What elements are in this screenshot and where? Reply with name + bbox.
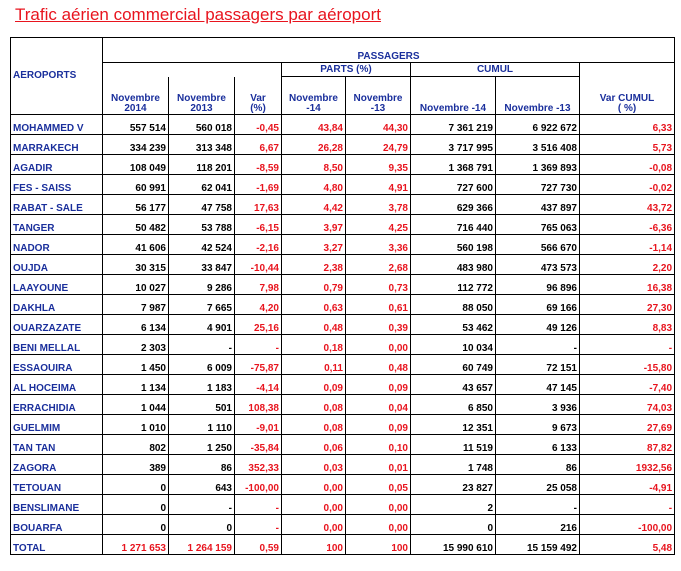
cell-var: -4,14 <box>235 375 282 395</box>
cell-airport: ZAGORA <box>11 455 103 475</box>
cell-n2013: 6 009 <box>169 355 235 375</box>
table-row <box>11 255 675 275</box>
cell-vc: 6,33 <box>580 115 675 135</box>
cell-p13: 0,09 <box>346 415 411 435</box>
table-row <box>11 515 675 535</box>
header-line: Novembre <box>353 93 403 104</box>
cell-n2013: 501 <box>169 395 235 415</box>
cell-n2014: 0 <box>103 475 169 495</box>
cell-c13: 1 369 893 <box>496 155 580 175</box>
cell-c14: 560 198 <box>411 235 496 255</box>
cell-vc: 74,03 <box>580 395 675 415</box>
cell-vc: - <box>580 335 675 355</box>
cell-n2014: 2 303 <box>103 335 169 355</box>
cell-p13: 9,35 <box>346 155 411 175</box>
cell-var: -1,69 <box>235 175 282 195</box>
cell-vc: -100,00 <box>580 515 675 535</box>
cell-p13: 24,79 <box>346 135 411 155</box>
cell-var: -75,87 <box>235 355 282 375</box>
cell-c13: - <box>496 495 580 515</box>
cell-vc: -0,08 <box>580 155 675 175</box>
cell-airport: AGADIR <box>11 155 103 175</box>
cell-p13: 0,48 <box>346 355 411 375</box>
cell-n2014: 6 134 <box>103 315 169 335</box>
cell-n2013: 9 286 <box>169 275 235 295</box>
cell-n2013: 1 264 159 <box>169 535 235 555</box>
cell-vc: -7,40 <box>580 375 675 395</box>
cell-airport: ERRACHIDIA <box>11 395 103 415</box>
header-line: -13 <box>370 103 386 114</box>
cell-p13: 4,91 <box>346 175 411 195</box>
cell-c13: 9 673 <box>496 415 580 435</box>
cell-c14: 88 050 <box>411 295 496 315</box>
header-spacer <box>103 63 235 77</box>
cell-n2013: 47 758 <box>169 195 235 215</box>
cell-p14: 0,18 <box>282 335 346 355</box>
cell-n2013: 313 348 <box>169 135 235 155</box>
cell-p14: 0,00 <box>282 515 346 535</box>
cell-var: 352,33 <box>235 455 282 475</box>
cell-p13: 4,25 <box>346 215 411 235</box>
cell-airport: OUARZAZATE <box>11 315 103 335</box>
cell-airport: MOHAMMED V <box>11 115 103 135</box>
cell-p13: 0,61 <box>346 295 411 315</box>
cell-n2013: 62 041 <box>169 175 235 195</box>
table-row <box>11 315 675 335</box>
cell-var: - <box>235 515 282 535</box>
cell-var: -0,45 <box>235 115 282 135</box>
cell-p13: 0,00 <box>346 515 411 535</box>
cell-n2014: 0 <box>103 495 169 515</box>
cell-n2013: 86 <box>169 455 235 475</box>
table-row <box>11 135 675 155</box>
cell-var: -35,84 <box>235 435 282 455</box>
cell-c14: 15 990 610 <box>411 535 496 555</box>
cell-p14: 26,28 <box>282 135 346 155</box>
cell-var: 7,98 <box>235 275 282 295</box>
cell-c13: 473 573 <box>496 255 580 275</box>
header-parts: PARTS (%) <box>282 63 411 77</box>
cell-n2014: 802 <box>103 435 169 455</box>
cell-n2014: 0 <box>103 515 169 535</box>
cell-airport: GUELMIM <box>11 415 103 435</box>
cell-n2014: 60 991 <box>103 175 169 195</box>
cell-n2013: 1 183 <box>169 375 235 395</box>
table-row <box>11 455 675 475</box>
cell-c13: 72 151 <box>496 355 580 375</box>
cell-n2014: 1 044 <box>103 395 169 415</box>
cell-p14: 0,79 <box>282 275 346 295</box>
cell-vc: -4,91 <box>580 475 675 495</box>
cell-airport: DAKHLA <box>11 295 103 315</box>
header-passagers: PASSAGERS <box>103 38 675 63</box>
cell-c14: 12 351 <box>411 415 496 435</box>
cell-p14: 0,09 <box>282 375 346 395</box>
cell-c13: 47 145 <box>496 375 580 395</box>
cell-p13: 3,36 <box>346 235 411 255</box>
cell-c14: 3 717 995 <box>411 135 496 155</box>
cell-c13: 3 936 <box>496 395 580 415</box>
header-line: Var CUMUL <box>599 93 655 104</box>
header-spacer <box>580 63 675 77</box>
cell-c14: 1 368 791 <box>411 155 496 175</box>
cell-vc: 8,83 <box>580 315 675 335</box>
header-var <box>235 77 282 115</box>
cell-c13: 6 922 672 <box>496 115 580 135</box>
passenger-traffic-table <box>10 37 675 555</box>
cell-n2014: 108 049 <box>103 155 169 175</box>
cell-c14: 53 462 <box>411 315 496 335</box>
header-cumul: CUMUL <box>411 63 580 77</box>
cell-p14: 43,84 <box>282 115 346 135</box>
cell-c14: 10 034 <box>411 335 496 355</box>
cell-vc: -6,36 <box>580 215 675 235</box>
cell-airport: TOTAL <box>11 535 103 555</box>
cell-var: 4,20 <box>235 295 282 315</box>
cell-airport: NADOR <box>11 235 103 255</box>
cell-n2013: 643 <box>169 475 235 495</box>
table-row <box>11 175 675 195</box>
cell-n2014: 557 514 <box>103 115 169 135</box>
cell-airport: MARRAKECH <box>11 135 103 155</box>
cell-p14: 0,00 <box>282 495 346 515</box>
cell-var: -100,00 <box>235 475 282 495</box>
cell-c14: 11 519 <box>411 435 496 455</box>
header-var-cumul <box>580 77 675 115</box>
cell-c13: 86 <box>496 455 580 475</box>
cell-airport: BENSLIMANE <box>11 495 103 515</box>
cell-n2013: 1 110 <box>169 415 235 435</box>
cell-n2014: 10 027 <box>103 275 169 295</box>
cell-n2014: 1 271 653 <box>103 535 169 555</box>
cell-airport: TETOUAN <box>11 475 103 495</box>
cell-c13: 6 133 <box>496 435 580 455</box>
table-row <box>11 435 675 455</box>
cell-vc: 5,48 <box>580 535 675 555</box>
cell-airport: ESSAOUIRA <box>11 355 103 375</box>
cell-c14: 112 772 <box>411 275 496 295</box>
cell-vc: -15,80 <box>580 355 675 375</box>
header-aeroports: AEROPORTS <box>11 38 103 115</box>
header-line: 2013 <box>190 103 213 114</box>
table-row <box>11 475 675 495</box>
header-line: -14 <box>306 103 321 114</box>
cell-c13: - <box>496 335 580 355</box>
cell-c14: 1 748 <box>411 455 496 475</box>
header-parts-14 <box>282 77 346 115</box>
cell-n2013: - <box>169 495 235 515</box>
cell-n2014: 334 239 <box>103 135 169 155</box>
cell-n2013: 42 524 <box>169 235 235 255</box>
cell-c14: 7 361 219 <box>411 115 496 135</box>
header-cumul-13: Novembre -13 <box>496 77 580 115</box>
cell-c13: 15 159 492 <box>496 535 580 555</box>
table-row <box>11 355 675 375</box>
table-row <box>11 235 675 255</box>
cell-p13: 0,04 <box>346 395 411 415</box>
cell-p13: 100 <box>346 535 411 555</box>
cell-p13: 0,10 <box>346 435 411 455</box>
cell-p14: 0,11 <box>282 355 346 375</box>
cell-n2014: 1 134 <box>103 375 169 395</box>
cell-c14: 23 827 <box>411 475 496 495</box>
cell-p13: 2,68 <box>346 255 411 275</box>
cell-c13: 3 516 408 <box>496 135 580 155</box>
cell-p14: 3,27 <box>282 235 346 255</box>
table-row <box>11 215 675 235</box>
header-line: Novembre <box>289 93 338 104</box>
total-row <box>11 535 675 555</box>
cell-var: 17,63 <box>235 195 282 215</box>
cell-n2014: 389 <box>103 455 169 475</box>
header-line: Var <box>250 93 266 104</box>
cell-p14: 0,03 <box>282 455 346 475</box>
cell-var: -10,44 <box>235 255 282 275</box>
cell-p13: 0,05 <box>346 475 411 495</box>
cell-n2014: 41 606 <box>103 235 169 255</box>
cell-p14: 3,97 <box>282 215 346 235</box>
table-row <box>11 195 675 215</box>
cell-var: - <box>235 335 282 355</box>
cell-vc: 16,38 <box>580 275 675 295</box>
cell-p14: 4,80 <box>282 175 346 195</box>
cell-c13: 69 166 <box>496 295 580 315</box>
table-row <box>11 375 675 395</box>
cell-p13: 0,01 <box>346 455 411 475</box>
cell-p13: 0,09 <box>346 375 411 395</box>
cell-n2013: 0 <box>169 515 235 535</box>
table-row <box>11 395 675 415</box>
cell-var: -6,15 <box>235 215 282 235</box>
cell-var: -9,01 <box>235 415 282 435</box>
table-row <box>11 275 675 295</box>
cell-c14: 629 366 <box>411 195 496 215</box>
cell-c14: 0 <box>411 515 496 535</box>
table-row <box>11 115 675 135</box>
table-row <box>11 295 675 315</box>
cell-n2013: 118 201 <box>169 155 235 175</box>
cell-vc: 43,72 <box>580 195 675 215</box>
table-row <box>11 155 675 175</box>
cell-c14: 2 <box>411 495 496 515</box>
cell-c13: 25 058 <box>496 475 580 495</box>
header-nov-2013 <box>169 77 235 115</box>
table-row <box>11 495 675 515</box>
cell-var: 0,59 <box>235 535 282 555</box>
cell-p14: 0,06 <box>282 435 346 455</box>
cell-n2013: 560 018 <box>169 115 235 135</box>
cell-p14: 4,42 <box>282 195 346 215</box>
table-row <box>11 335 675 355</box>
cell-airport: TAN TAN <box>11 435 103 455</box>
cell-c14: 6 850 <box>411 395 496 415</box>
cell-airport: BOUARFA <box>11 515 103 535</box>
cell-p14: 0,08 <box>282 415 346 435</box>
cell-c14: 483 980 <box>411 255 496 275</box>
cell-c13: 765 063 <box>496 215 580 235</box>
cell-c13: 566 670 <box>496 235 580 255</box>
cell-var: - <box>235 495 282 515</box>
cell-c13: 437 897 <box>496 195 580 215</box>
header-nov-2014 <box>103 77 169 115</box>
cell-c13: 727 730 <box>496 175 580 195</box>
cell-n2014: 1 450 <box>103 355 169 375</box>
cell-vc: 87,82 <box>580 435 675 455</box>
cell-vc: 27,69 <box>580 415 675 435</box>
cell-vc: 1932,56 <box>580 455 675 475</box>
cell-c13: 49 126 <box>496 315 580 335</box>
cell-n2013: 7 665 <box>169 295 235 315</box>
cell-p13: 0,73 <box>346 275 411 295</box>
cell-var: 108,38 <box>235 395 282 415</box>
cell-n2014: 7 987 <box>103 295 169 315</box>
cell-vc: -0,02 <box>580 175 675 195</box>
cell-c14: 716 440 <box>411 215 496 235</box>
cell-c14: 43 657 <box>411 375 496 395</box>
page-title: Trafic aérien commercial passagers par aéroport <box>15 5 381 24</box>
cell-p14: 0,48 <box>282 315 346 335</box>
cell-p14: 100 <box>282 535 346 555</box>
header-spacer <box>235 63 282 77</box>
cell-p14: 0,00 <box>282 475 346 495</box>
cell-p14: 8,50 <box>282 155 346 175</box>
cell-vc: - <box>580 495 675 515</box>
header-parts-13 <box>346 77 411 115</box>
cell-c13: 96 896 <box>496 275 580 295</box>
cell-n2014: 30 315 <box>103 255 169 275</box>
header-line: 2014 <box>124 103 147 114</box>
cell-vc: 27,30 <box>580 295 675 315</box>
cell-c13: 216 <box>496 515 580 535</box>
cell-vc: -1,14 <box>580 235 675 255</box>
cell-n2013: 33 847 <box>169 255 235 275</box>
cell-vc: 5,73 <box>580 135 675 155</box>
cell-airport: RABAT - SALE <box>11 195 103 215</box>
cell-airport: TANGER <box>11 215 103 235</box>
cell-n2013: 4 901 <box>169 315 235 335</box>
header-line: (%) <box>250 103 266 114</box>
cell-var: 6,67 <box>235 135 282 155</box>
header-cumul-14: Novembre -14 <box>411 77 496 115</box>
table-row <box>11 415 675 435</box>
cell-n2014: 50 482 <box>103 215 169 235</box>
cell-airport: FES - SAISS <box>11 175 103 195</box>
cell-p13: 3,78 <box>346 195 411 215</box>
cell-p14: 0,63 <box>282 295 346 315</box>
header-line: Novembre <box>111 93 160 104</box>
cell-n2013: 53 788 <box>169 215 235 235</box>
cell-n2014: 1 010 <box>103 415 169 435</box>
cell-n2013: - <box>169 335 235 355</box>
header-line: ( %) <box>617 103 637 114</box>
cell-p13: 0,00 <box>346 495 411 515</box>
cell-p14: 2,38 <box>282 255 346 275</box>
cell-c14: 60 749 <box>411 355 496 375</box>
cell-var: 25,16 <box>235 315 282 335</box>
cell-p14: 0,08 <box>282 395 346 415</box>
cell-p13: 0,39 <box>346 315 411 335</box>
cell-c14: 727 600 <box>411 175 496 195</box>
cell-airport: AL HOCEIMA <box>11 375 103 395</box>
cell-airport: BENI MELLAL <box>11 335 103 355</box>
cell-var: -2,16 <box>235 235 282 255</box>
cell-p13: 44,30 <box>346 115 411 135</box>
cell-airport: LAAYOUNE <box>11 275 103 295</box>
cell-n2013: 1 250 <box>169 435 235 455</box>
header-line: Novembre <box>177 93 226 104</box>
cell-vc: 2,20 <box>580 255 675 275</box>
cell-airport: OUJDA <box>11 255 103 275</box>
cell-p13: 0,00 <box>346 335 411 355</box>
cell-var: -8,59 <box>235 155 282 175</box>
cell-n2014: 56 177 <box>103 195 169 215</box>
